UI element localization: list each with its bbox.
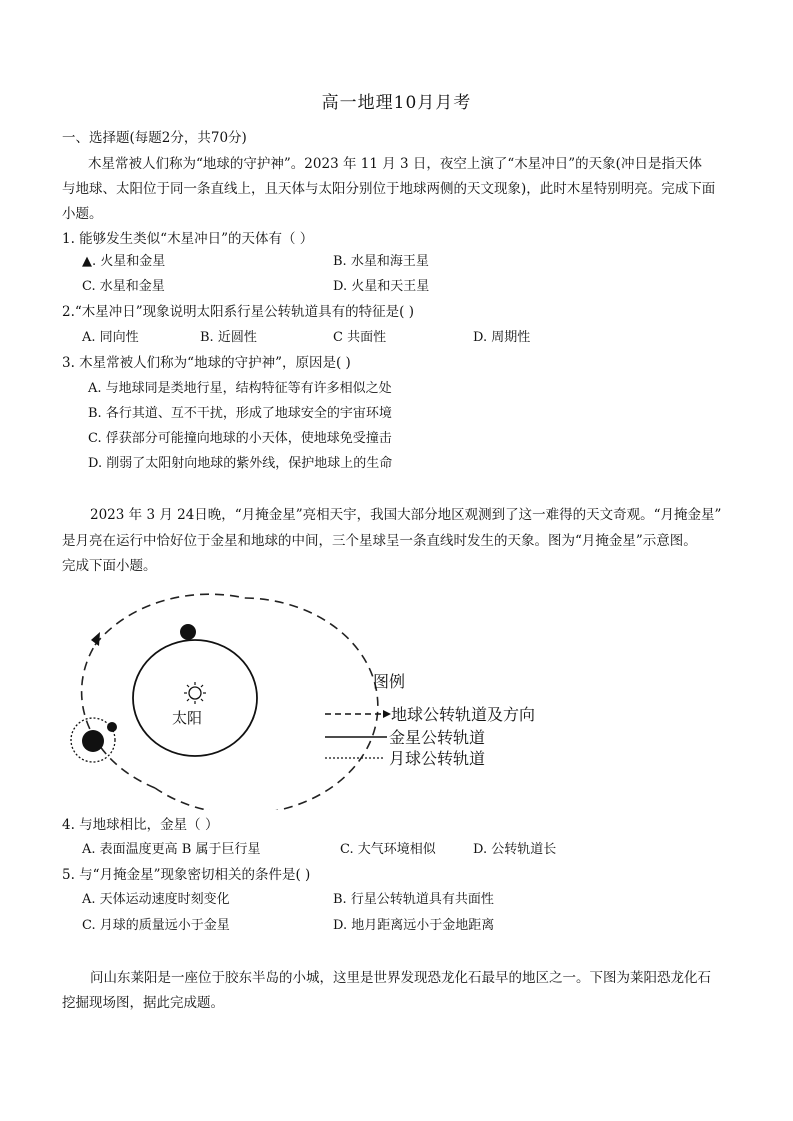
legend-moon-text: 月球公转轨道 [389, 749, 486, 768]
question-1-stem: 1. 能够发生类似“木星冲日”的天体有（ ） [62, 231, 314, 247]
question-2-option-d: D. 周期性 [473, 330, 531, 345]
question-2-option-c: C 共面性 [333, 330, 387, 345]
question-5-option-d: D. 地月距离远小于金地距离 [333, 918, 495, 933]
question-4-option-c: C. 大气环境相似 [340, 842, 436, 857]
sun-icon [184, 682, 206, 704]
intro1-line2: 与地球、太阳位于同一条直线上，且天体与太阳分别位于地球两侧的天文现象)，此时木星特别明亮。完成下面 [62, 181, 716, 197]
question-1-option-b: B. 水星和海王星 [333, 254, 429, 269]
section-heading: 一、选择题(每题2分，共70分) [62, 130, 247, 146]
question-5-stem: 5. 与“月掩金星”现象密切相关的条件是( ) [62, 867, 311, 883]
question-4-stem: 4. 与地球相比，金星（ ） [62, 817, 219, 833]
question-4-option-d: D. 公转轨道长 [473, 842, 557, 857]
earth-planet [82, 730, 104, 752]
intro2-line2: 是月亮在运行中恰好位于金星和地球的中间，三个星球呈一条直线时发生的天象。图为“月掩金星”示意图。 [62, 533, 697, 549]
legend-earth-text: 地球公转轨道及方向 [391, 705, 536, 724]
question-3-option-d: D. 削弱了太阳射向地球的紫外线，保护地球上的生命 [88, 456, 393, 471]
legend-earth-arrow [383, 710, 391, 718]
intro1-line1: 木星常被人们称为“地球的守护神”。2023 年 11 月 3 日，夜空上演了“木星冲日”的天象(冲日是指天体 [88, 156, 702, 172]
question-5-option-a: A. 天体运动速度时刻变化 [82, 892, 230, 907]
question-5-option-c: C. 月球的质量远小于金星 [82, 918, 230, 933]
question-2-option-a: A. 同向性 [82, 330, 139, 345]
question-2-stem: 2.“木星冲日”现象说明太阳系行星公转轨道具有的特征是( ) [62, 304, 415, 320]
legend-title: 图例 [373, 672, 406, 691]
question-3-option-b: B. 各行其道、互不干扰，形成了地球安全的宇宙环境 [88, 406, 392, 421]
intro1-line3: 小题。 [62, 206, 103, 222]
question-3-option-c: C. 俘获部分可能撞向地球的小天体，使地球免受撞击 [88, 431, 392, 446]
page-title: 高一地理10月月考 [321, 93, 472, 113]
intro2-line1: 2023 年 3 月 24日晚，“月掩金星”亮相天宇，我国大部分地区观测到了这一难得的天文奇观。“月掩金星” [90, 507, 722, 523]
question-4-option-ab: A. 表面温度更高 B 属于巨行星 [82, 842, 261, 857]
question-5-option-b: B. 行星公转轨道具有共面性 [333, 892, 494, 907]
earth-orbit [82, 594, 378, 810]
question-3-stem: 3. 木星常被人们称为“地球的守护神”，原因是( ) [62, 355, 351, 371]
intro3-line2: 挖掘现场图，据此完成题。 [62, 995, 224, 1011]
question-1-option-c: C. 水星和金星 [82, 279, 165, 294]
legend-venus-text: 金星公转轨道 [389, 728, 486, 747]
question-1-option-d: D. 火星和天王星 [333, 279, 430, 294]
sun-label: 太阳 [172, 709, 203, 727]
moon [107, 722, 117, 732]
venus-occultation-diagram [55, 580, 575, 810]
intro3-line1: 问山东莱阳是一座位于胶东半岛的小城，这里是世界发现恐龙化石最早的地区之一。下图为莱阳恐龙化石 [90, 970, 711, 986]
venus-orbit [133, 640, 257, 756]
venus-planet [180, 624, 196, 640]
question-1-option-a: ▲. 火星和金星 [82, 254, 166, 269]
question-3-option-a: A. 与地球同是类地行星，结构特征等有许多相似之处 [88, 381, 392, 396]
question-2-option-b: B. 近圆性 [200, 330, 257, 345]
intro2-line3: 完成下面小题。 [62, 558, 157, 574]
